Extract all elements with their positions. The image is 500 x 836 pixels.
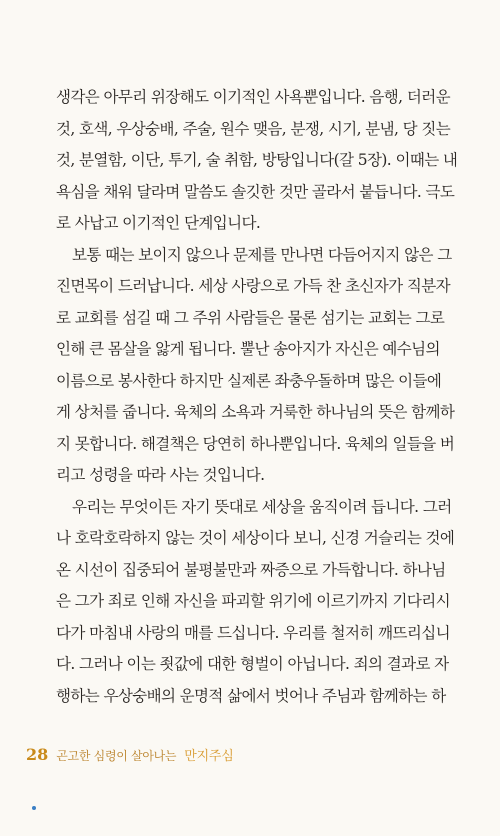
running-title: 곤고한 심령이 살아나는 — [56, 749, 177, 763]
paragraph-start-line: 보통 때는 보이지 않으나 문제를 만나면 다듬어지지 않은 그 — [72, 245, 452, 264]
text-line: 은 그가 죄로 인해 자신을 파괴할 위기에 이르기까지 기다리시 — [56, 592, 450, 610]
text-line: 인해 큰 몸살을 앓게 됩니다. 뿔난 송아지가 자신은 예수님의 — [56, 340, 440, 358]
text-line: 이름으로 봉사한다 하지만 실제론 좌충우돌하며 많은 이들에 — [56, 371, 442, 390]
page-footer — [26, 745, 234, 767]
page-number: 28 — [26, 745, 49, 764]
text-line: 나 호락호락하지 않는 것이 세상이다 보니, 신경 거슬리는 것에 — [56, 529, 455, 547]
text-line: 온 시선이 집중되어 불평불만과 짜증으로 가득합니다. 하나님 — [56, 560, 446, 579]
text-line: 다가 마침내 사랑의 매를 드십니다. 우리를 철저히 깨뜨리십니 — [56, 623, 450, 642]
marker-dot — [32, 806, 36, 810]
paragraph-start-line: 우리는 무엇이든 자기 뜻대로 세상을 움직이려 듭니다. 그러 — [72, 497, 452, 516]
running-subtitle: 만지주심 — [184, 749, 234, 764]
text-line: 리고 성령을 따라 사는 것입니다. — [56, 466, 265, 484]
text-line: 진면목이 드러납니다. 세상 사랑으로 가득 찬 초신자가 직분자 — [56, 277, 450, 295]
text-line: 다. 그러나 이는 죗값에 대한 형벌이 아닙니다. 죄의 결과로 자 — [56, 655, 449, 673]
text-line: 것, 호색, 우상숭배, 주술, 원수 맺음, 분쟁, 시기, 분냄, 당 짓는 — [56, 119, 451, 138]
text-line: 게 상처를 줍니다. 육체의 소욕과 거룩한 하나님의 뜻은 함께하 — [56, 403, 455, 421]
text-line: 것, 분열함, 이단, 투기, 술 취함, 방탕입니다(갈 5장). 이때는 내 — [56, 151, 458, 169]
text-line: 로 교회를 섬길 때 그 주위 사람들은 물론 섬기는 교회는 그로 — [56, 308, 445, 327]
text-line: 지 못합니다. 해결책은 당연히 하나뿐입니다. 육체의 일들을 버 — [56, 434, 455, 453]
text-line: 욕심을 채워 달라며 말씀도 솔깃한 것만 골라서 붙듭니다. 극도 — [56, 182, 455, 201]
body-text — [56, 82, 476, 712]
text-line: 행하는 우상숭배의 운명적 삶에서 벗어나 주님과 함께하는 하 — [56, 686, 446, 705]
text-line: 생각은 아무리 위장해도 이기적인 사욕뿐입니다. 음행, 더러운 — [56, 88, 450, 106]
text-line: 로 사납고 이기적인 단계입니다. — [56, 214, 261, 232]
